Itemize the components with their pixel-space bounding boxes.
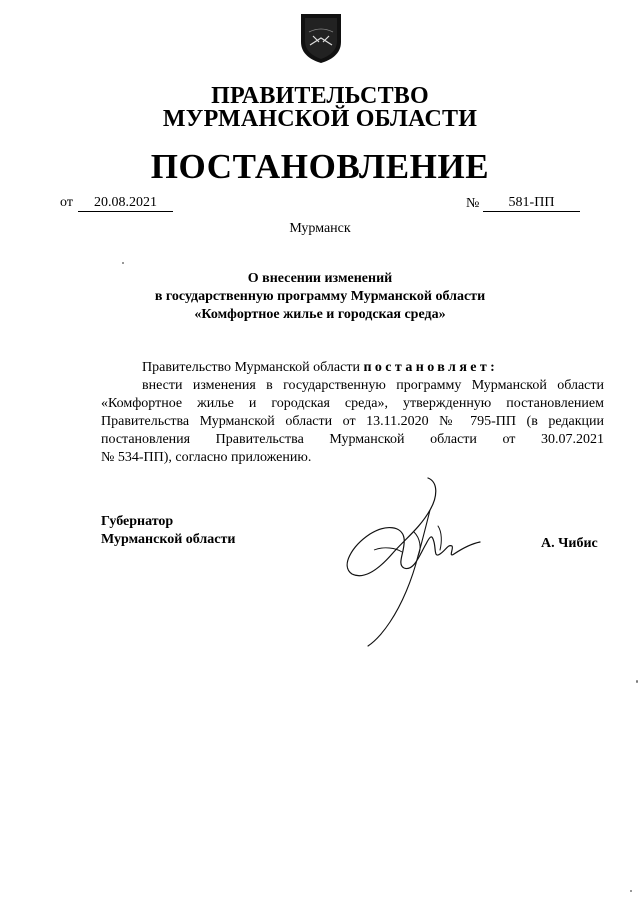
city-name: Мурманск [289, 221, 351, 236]
body-line5: № 534-ПП), согласно приложению. [101, 450, 312, 465]
signatory-name: А. Чибис [541, 536, 598, 551]
subject-line3: «Комфортное жилье и городская среда» [194, 307, 446, 322]
subject-line1: О внесении изменений [247, 271, 393, 286]
government-title-line2: МУРМАНСКОЙ ОБЛАСТИ [162, 106, 478, 132]
murmansk-coat-of-arms-icon [299, 12, 343, 64]
scan-speck [630, 890, 632, 892]
body-line4: постановления Правительства Мурманской области от 30.07.2021 [101, 432, 604, 447]
scan-speck [636, 680, 638, 683]
resolution-body [101, 377, 604, 467]
handwritten-signature-icon [330, 470, 510, 650]
body-line1: внести изменения в государственную программу Мурманской области [142, 378, 604, 393]
body-line2: «Комфортное жилье и городская среда», утвержденную постановлением [101, 396, 604, 411]
document-type-title: ПОСТАНОВЛЕНИЕ [150, 147, 490, 186]
signatory-title-line1: Губернатор [101, 514, 174, 529]
document-date: 20.08.2021 [78, 194, 173, 212]
document-number: 581-ПП [483, 194, 580, 212]
resolution-lead [101, 359, 604, 377]
signatory-title-line2: Мурманской области [101, 532, 236, 547]
government-title-line1: ПРАВИТЕЛЬСТВО [211, 83, 429, 109]
scan-speck [122, 262, 124, 264]
subject-line2: в государственную программу Мурманской области [154, 289, 486, 304]
resolution-verb: постановляет: [363, 360, 499, 375]
date-prefix: от [60, 195, 73, 210]
body-line3: Правительства Мурманской области от 13.11.2020 № 795-ПП (в редакции [101, 414, 604, 429]
number-prefix: № [466, 196, 480, 211]
resolution-lead-text: Правительство Мурманской области [142, 360, 364, 375]
